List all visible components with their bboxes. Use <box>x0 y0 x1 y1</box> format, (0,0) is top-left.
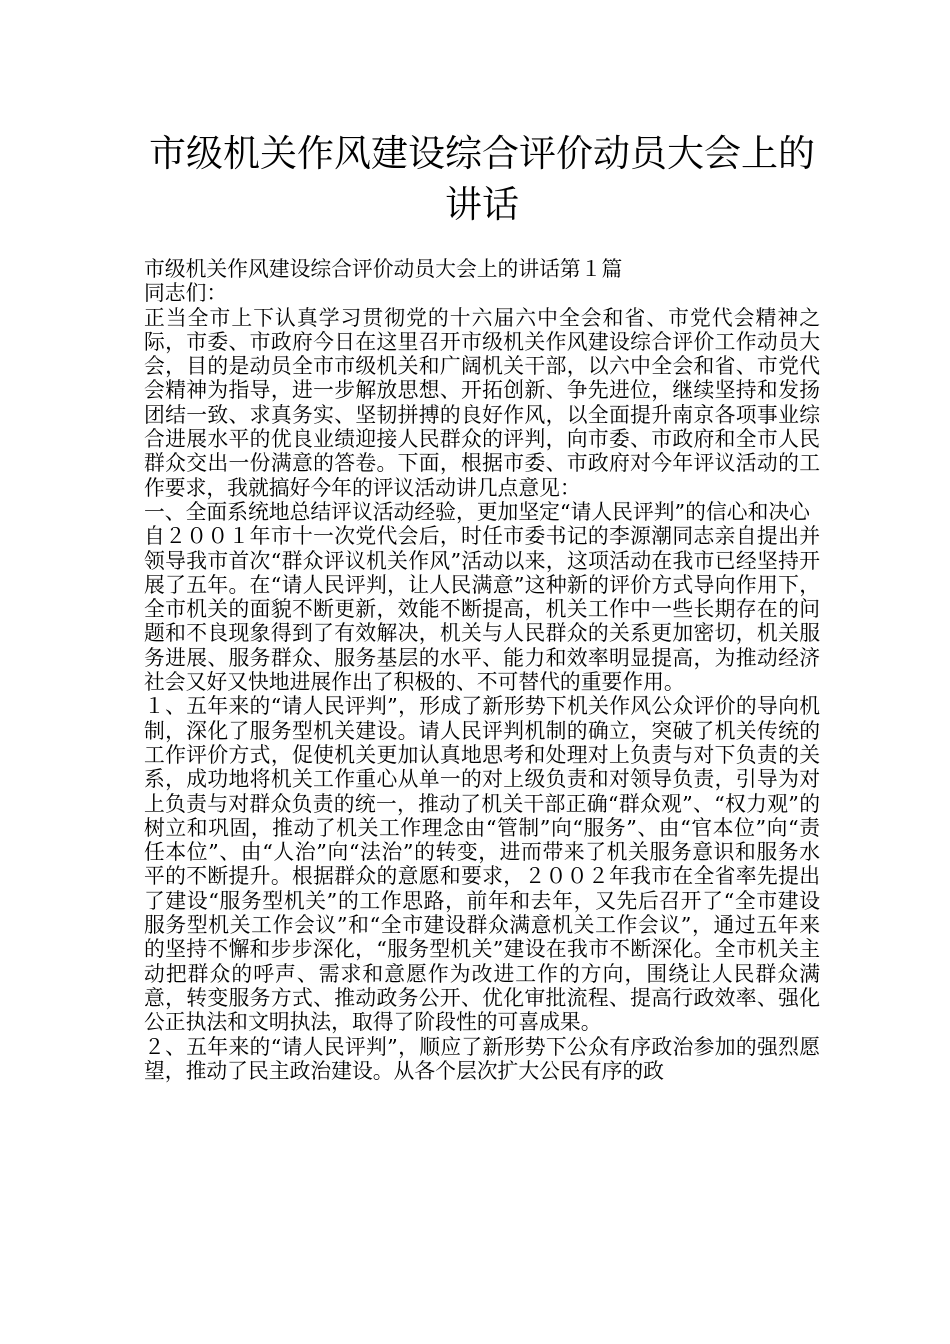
body-paragraph: 自２００１年市十一次党代会后，时任市委书记的李源潮同志亲自提出并领导我市首次“群众评议机关作风”活动以来，这项活动在我市已经坚持开展了五年。在“请人民评判，让人民满意”这种新的评价方式导向作用下，全市机关的面貌不断更新，效能不断提高，机关工作中一些长期存在的问题和不良现象得到了有效解决，机关与人民群众的关系更加密切，机关服务进展、服务群众、服务基层的水平、能力和效率明显提高，为推动经济社会又好又快地进展作出了积极的、不可替代的重要作用。 <box>144 524 820 695</box>
body-paragraph: 正当全市上下认真学习贯彻党的十六届六中全会和省、市党代会精神之际，市委、市政府今日在这里召开市级机关作风建设综合评价工作动员大会，目的是动员全市市级机关和广阔机关干部，以六中全会和省、市党代会精神为指导，进一步解放思想、开拓创新、争先进位，继续坚持和发扬团结一致、求真务实、坚韧拼搏的良好作风，以全面提升南京各项事业综合进展水平的优良业绩迎接人民群众的评判，向市委、市政府和全市人民群众交出一份满意的答卷。下面，根据市委、市政府对今年评议活动的工作要求，我就搞好今年的评议活动讲几点意见： <box>144 305 820 500</box>
document-title <box>144 128 820 230</box>
document-page <box>144 0 820 1083</box>
body-paragraph: １、五年来的“请人民评判”，形成了新形势下机关作风公众评价的导向机制，深化了服务型机关建设。请人民评判机制的确立，突破了机关传统的工作评价方式，促使机关更加认真地思考和处理对上负责与对下负责的关系，成功地将机关工作重心从单一的对上级负责和对领导负责，引导为对上负责与对群众负责的统一，推动了机关干部正确“群众观”、“权力观”的树立和巩固，推动了机关工作理念由“管制”向“服务”、由“官本位”向“责任本位”、由“人治”向“法治”的转变，进而带来了机关服务意识和服务水平的不断提升。根据群众的意愿和要求，２００２年我市在全省率先提出了建设“服务型机关”的工作思路，前年和去年，又先后召开了“全市建设服务型机关工作会议”和“全市建设群众满意机关工作会议”，通过五年来的坚持不懈和步步深化，“服务型机关”建设在我市不断深化。全市机关主动把群众的呼声、需求和意愿作为改进工作的方向，围绕让人民群众满意，转变服务方式、推动政务公开、优化审批流程、提高行政效率、强化公正执法和文明执法，取得了阶段性的可喜成果。 <box>144 694 820 1035</box>
title-line-1: 市级机关作风建设综合评价动员大会上的 <box>149 132 815 175</box>
section-heading: 一、全面系统地总结评议活动经验，更加坚定“请人民评判”的信心和决心 <box>144 499 810 524</box>
body-paragraph: ２、五年来的“请人民评判”，顺应了新形势下公众有序政治参加的强烈愿望，推动了民主政治建设。从各个层次扩大公民有序的政 <box>144 1034 820 1083</box>
title-line-2: 讲话 <box>445 183 519 226</box>
document-subtitle: 市级机关作风建设综合评价动员大会上的讲话第１篇 <box>144 257 623 281</box>
salutation-paragraph: 同志们： <box>144 281 228 306</box>
document-body <box>144 257 820 1083</box>
